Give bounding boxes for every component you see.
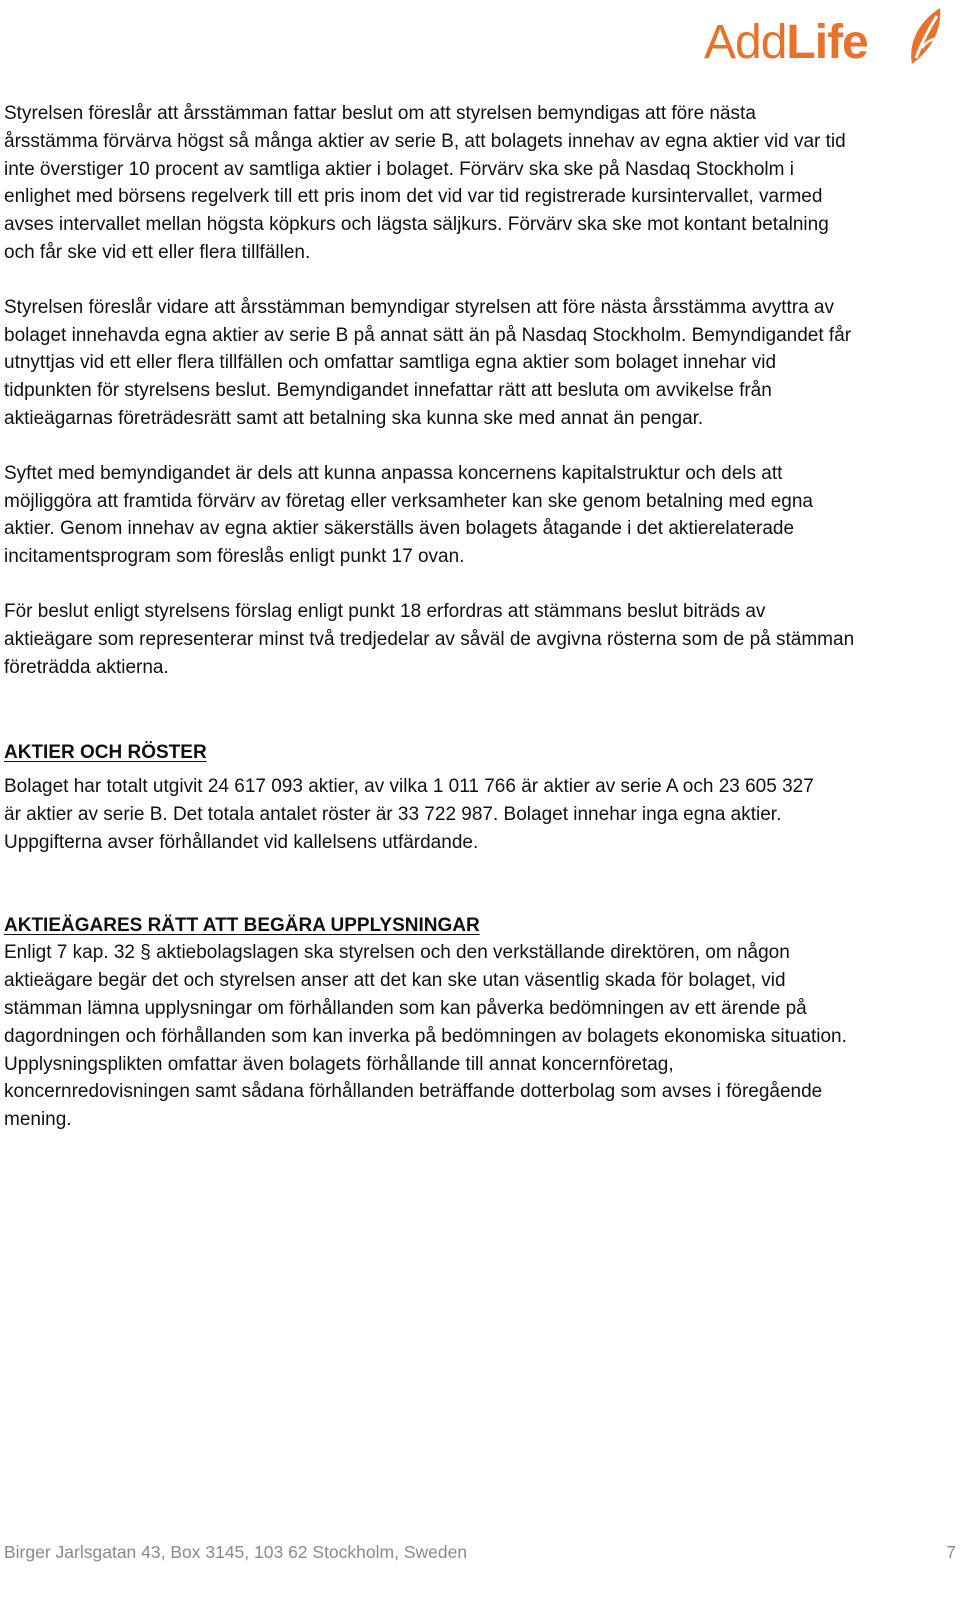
logo-text-life: Life: [786, 16, 868, 69]
addlife-logo: [704, 4, 944, 72]
heading-right-to-information: AKTIEÄGARES RÄTT ATT BEGÄRA UPPLYSNINGAR: [4, 914, 480, 936]
paragraph-shares-and-votes: Bolaget har totalt utgivit 24 617 093 aktier, av vilka 1 011 766 är aktier av serie A och 23 605 327 är aktier av serie B. Det totala antalet röster är 33 722 987. Bolaget innehar inga egna aktier. Uppgifterna avser förhållandet vid kallelsens utfärdande.: [4, 776, 814, 853]
logo-wordmark: [704, 18, 868, 68]
footer-address: Birger Jarlsgatan 43, Box 3145, 103 62 Stockholm, Sweden: [4, 1542, 468, 1562]
paragraph-repurchase-authorization: Styrelsen föreslår att årsstämman fattar beslut om att styrelsen bemyndigas att före nästa årsstämma förvärva högst så många aktier av serie B, att bolagets innehav av egna aktier vid var tid inte överstiger 10 procent av samtliga aktier i bolaget. Förvärv ska ske på Nasdaq Stockholm i enlighet med börsens regelverk till ett pris inom det vid var tid registrerade kursintervallet, varmed avses intervallet mellan högsta köpkurs och lägsta säljkurs. Förvärv ska ske mot kontant betalning och får ske vid ett eller flera tillfällen.: [4, 103, 846, 263]
heading-shares-and-votes: AKTIER OCH RÖSTER: [4, 742, 207, 764]
document-body: [4, 100, 948, 1134]
paragraph-majority-requirement: För beslut enligt styrelsens förslag enligt punkt 18 erfordras att stämmans beslut biträds av aktieägare som representerar minst två tredjedelar av såväl de avgivna rösterna som de på stämman företrädda aktierna.: [4, 600, 855, 678]
logo-text-add: Add: [704, 16, 787, 69]
page-footer: [4, 1542, 956, 1566]
paragraph-purpose: Syftet med bemyndigandet är dels att kunna anpassa koncernens kapitalstruktur och dels att möjliggöra att framtida förvärv av företag eller verksamheter kan ske genom betalning med egna aktier. Genom innehav av egna aktier säkerställs även bolagets åtagande i det aktierelaterade incitamentsprogram som föreslås enligt punkt 17 ovan.: [4, 462, 813, 568]
leaf-icon: [904, 4, 944, 68]
page-number: 7: [946, 1542, 956, 1562]
paragraph-transfer-authorization: Styrelsen föreslår vidare att årsstämman bemyndigar styrelsen att före nästa årsstämma avyttra av bolaget innehavda egna aktier av serie B på annat sätt än på Nasdaq Stockholm. Bemyndigandet får utnyttjas vid ett eller flera tillfällen och omfattar samtliga egna aktier som bolaget innehar vid tidpunkten för styrelsens beslut. Bemyndigandet innefattar rätt att besluta om avvikelse från aktieägarnas företrädesrätt samt att betalning ska kunna ske med annat än pengar.: [4, 296, 852, 429]
paragraph-right-to-information: Enligt 7 kap. 32 § aktiebolagslagen ska styrelsen och den verkställande direktören, om någon aktieägare begär det och styrelsen anser att det kan ske utan väsentlig skada för bolaget, vid stämman lämna upplysningar om förhållanden som kan påverka bedömningen av ett ärende på dagordningen och förhållanden som kan inverka på bedömningen av bolagets ekonomiska situation. Upplysningsplikten omfattar även bolagets förhållande till annat koncernföretag, koncernredovisningen samt sådana förhållanden beträffande dotterbolag som avses i föregående mening.: [4, 942, 847, 1131]
